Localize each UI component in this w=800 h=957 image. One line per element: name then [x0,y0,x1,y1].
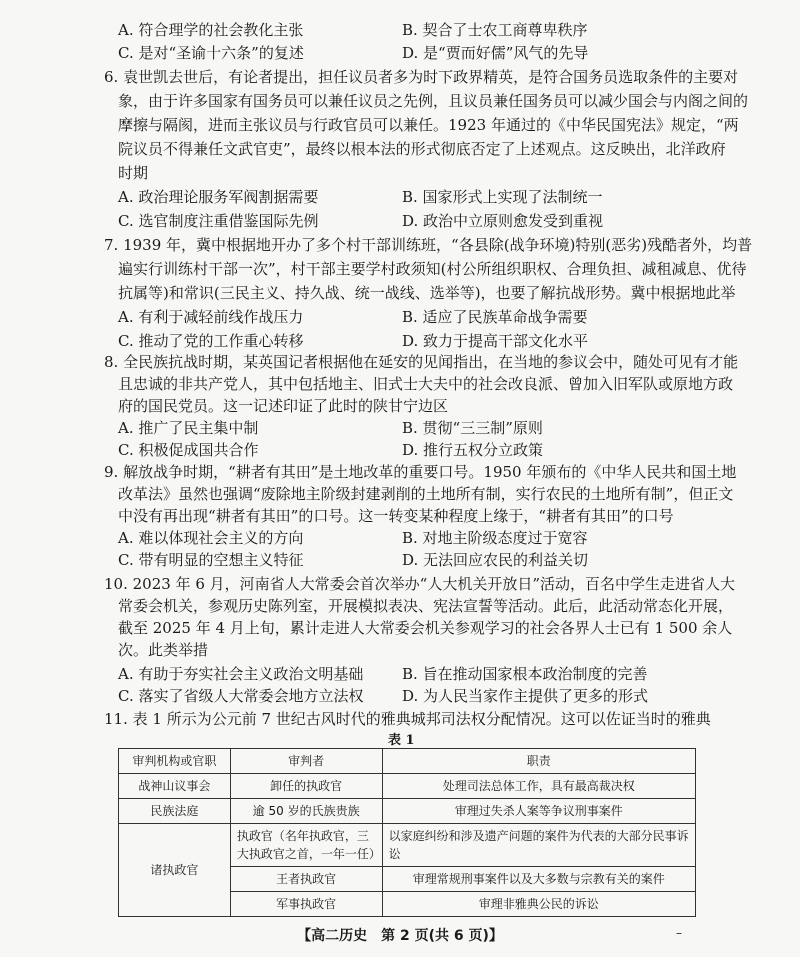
table-cell: 军事执政官 [230,892,382,917]
q10-option-d: D. 为人民当家作主提供了更多的形式 [402,687,649,705]
q6-line: 院议员不得兼任文武官吏”，最终以根本法的形式彻底否定了上述观点。这反映出，北洋政府 [118,140,726,158]
q10-line: 常委会机关，参观历史陈列室，开展模拟表决、宪法宣誓等活动。此后，此活动常态化开展， [118,597,734,615]
table-cell: 执政官（名年执政官，三大执政官之首，一年一任） [230,824,382,867]
prev-option-c: C. 是对“圣谕十六条”的复述 [118,44,304,62]
q10-option-c: C. 落实了省级人大常委会地方立法权 [118,687,364,705]
jurisdiction-table [118,748,696,917]
q7-line: 7. 1939 年，冀中根据地开办了多个村干部训练班，“各县除(战争环境)特别(恶劣)残酷者外，均普 [104,236,753,254]
q9-line: 9. 解放战争时期，“耕者有其田”是土地改革的重要口号。1950 年颁布的《中华人民共和国土地 [104,463,737,481]
q9-line: 改革法》虽然也强调“废除地主阶级封建剥削的土地所有制，实行农民的土地所有制”，但正文 [118,485,734,503]
q6-line: 6. 袁世凯去世后，有论者提出，担任议员者多为时下政界精英，是符合国务员选取条件的主要对 [104,68,739,86]
q6-line: 时期 [118,164,149,182]
q11-line: 11. 表 1 所示为公元前 7 世纪古风时代的雅典城邦司法权分配情况。这可以佐证当时的雅典 [104,710,711,728]
header-cell: 职责 [382,749,695,774]
q10-line: 次。此类举措 [118,641,209,659]
corner-mark: – [676,926,682,940]
q8-option-d: D. 推行五权分立政策 [402,441,544,459]
q9-option-b: B. 对地主阶级态度过于宽容 [402,529,588,547]
q9-line: 中没有再出现“耕者有其田”的口号。这一转变某种程度上缘于，“耕者有其田”的口号 [118,507,674,525]
q10-line: 截至 2025 年 4 月上旬，累计走进人大常委会机关参观学习的社会各界人士已有 1 500 余人 [118,619,733,637]
q7-line: 遍实行训练村干部一次”，村干部主要学村政须知(村公所组织职权、合理负担、减租减息、优待 [118,260,747,278]
header-cell: 审判者 [230,749,382,774]
q7-option-b: B. 适应了民族革命战争需要 [402,308,588,326]
q9-option-d: D. 无法回应农民的利益关切 [402,551,589,569]
table-cell: 卸任的执政官 [230,774,382,799]
table-cell-group: 诸执政官 [119,824,231,917]
q7-option-c: C. 推动了党的工作重心转移 [118,332,304,350]
q9-option-c: C. 带有明显的空想主义特征 [118,551,304,569]
table-caption: 表 1 [388,729,415,748]
q7-option-d: D. 致力于提高干部文化水平 [402,332,589,350]
table-cell: 以家庭纠纷和涉及遗产问题的案件为代表的大部分民事诉讼 [382,824,695,867]
table-cell: 审理过失杀人案等争议刑事案件 [382,799,695,824]
prev-option-d: D. 是“贾而好儒”风气的先导 [402,44,589,62]
q10-option-a: A. 有助于夯实社会主义政治文明基础 [118,665,364,683]
q8-option-c: C. 积极促成国共合作 [118,441,259,459]
header-cell: 审判机构或官职 [119,749,231,774]
table-header-row [119,749,696,774]
table-cell: 处理司法总体工作，具有最高裁决权 [382,774,695,799]
prev-option-a: A. 符合理学的社会教化主张 [118,21,304,39]
q8-option-a: A. 推广了民主集中制 [118,419,259,437]
q8-line: 府的国民党员。这一记述印证了此时的陕甘宁边区 [118,397,449,415]
table-cell: 审理常规刑事案件以及大多数与宗教有关的案件 [382,867,695,892]
q6-option-d: D. 政治中立原则愈发受到重视 [402,212,604,230]
q6-line: 摩擦与隔阂，进而主张议员与行政官员可以兼任。1923 年通过的《中华民国宪法》规定，“两 [118,116,739,134]
q8-line: 8. 全民族抗战时期，某英国记者根据他在延安的见闻指出，在当地的参议会中，随处可见有才能 [104,353,739,371]
q10-option-b: B. 旨在推动国家根本政治制度的完善 [402,665,648,683]
prev-option-b: B. 契合了士农工商尊卑秩序 [402,21,588,39]
q6-line: 象，由于许多国家有国务员可以兼任议员之先例，且议员兼任国务员可以减少国会与内阁之间的 [118,92,749,110]
q9-option-a: A. 难以体现社会主义的方向 [118,529,304,547]
table-row [119,774,696,799]
table-row [119,799,696,824]
q6-option-b: B. 国家形式上实现了法制统一 [402,188,603,206]
table-row [119,824,696,867]
q6-option-c: C. 选官制度注重借鉴国际先例 [118,212,319,230]
page-footer: 【高二历史 第 2 页(共 6 页)】 [297,928,503,944]
q10-line: 10. 2023 年 6 月，河南省人大常委会首次举办“人大机关开放日”活动，百名中学生走进省人大 [104,575,735,593]
q7-option-a: A. 有利于减轻前线作战压力 [118,308,304,326]
table-cell: 王者执政官 [230,867,382,892]
q8-line: 且忠诚的非共产党人，其中包括地主、旧式士大夫中的社会改良派、曾加入旧军队或原地方政 [118,375,734,393]
q7-line: 抗属等)和常识(三民主义、持久战、统一战线、选举等)，也要了解抗战形势。冀中根据地此举 [118,284,736,302]
table-cell: 审理非雅典公民的诉讼 [382,892,695,917]
table-cell: 逾 50 岁的氏族贵族 [230,799,382,824]
table-cell: 民族法庭 [119,799,231,824]
q8-option-b: B. 贯彻“三三制”原则 [402,419,543,437]
table-cell: 战神山议事会 [119,774,231,799]
q6-option-a: A. 政治理论服务军阀割据需要 [118,188,319,206]
